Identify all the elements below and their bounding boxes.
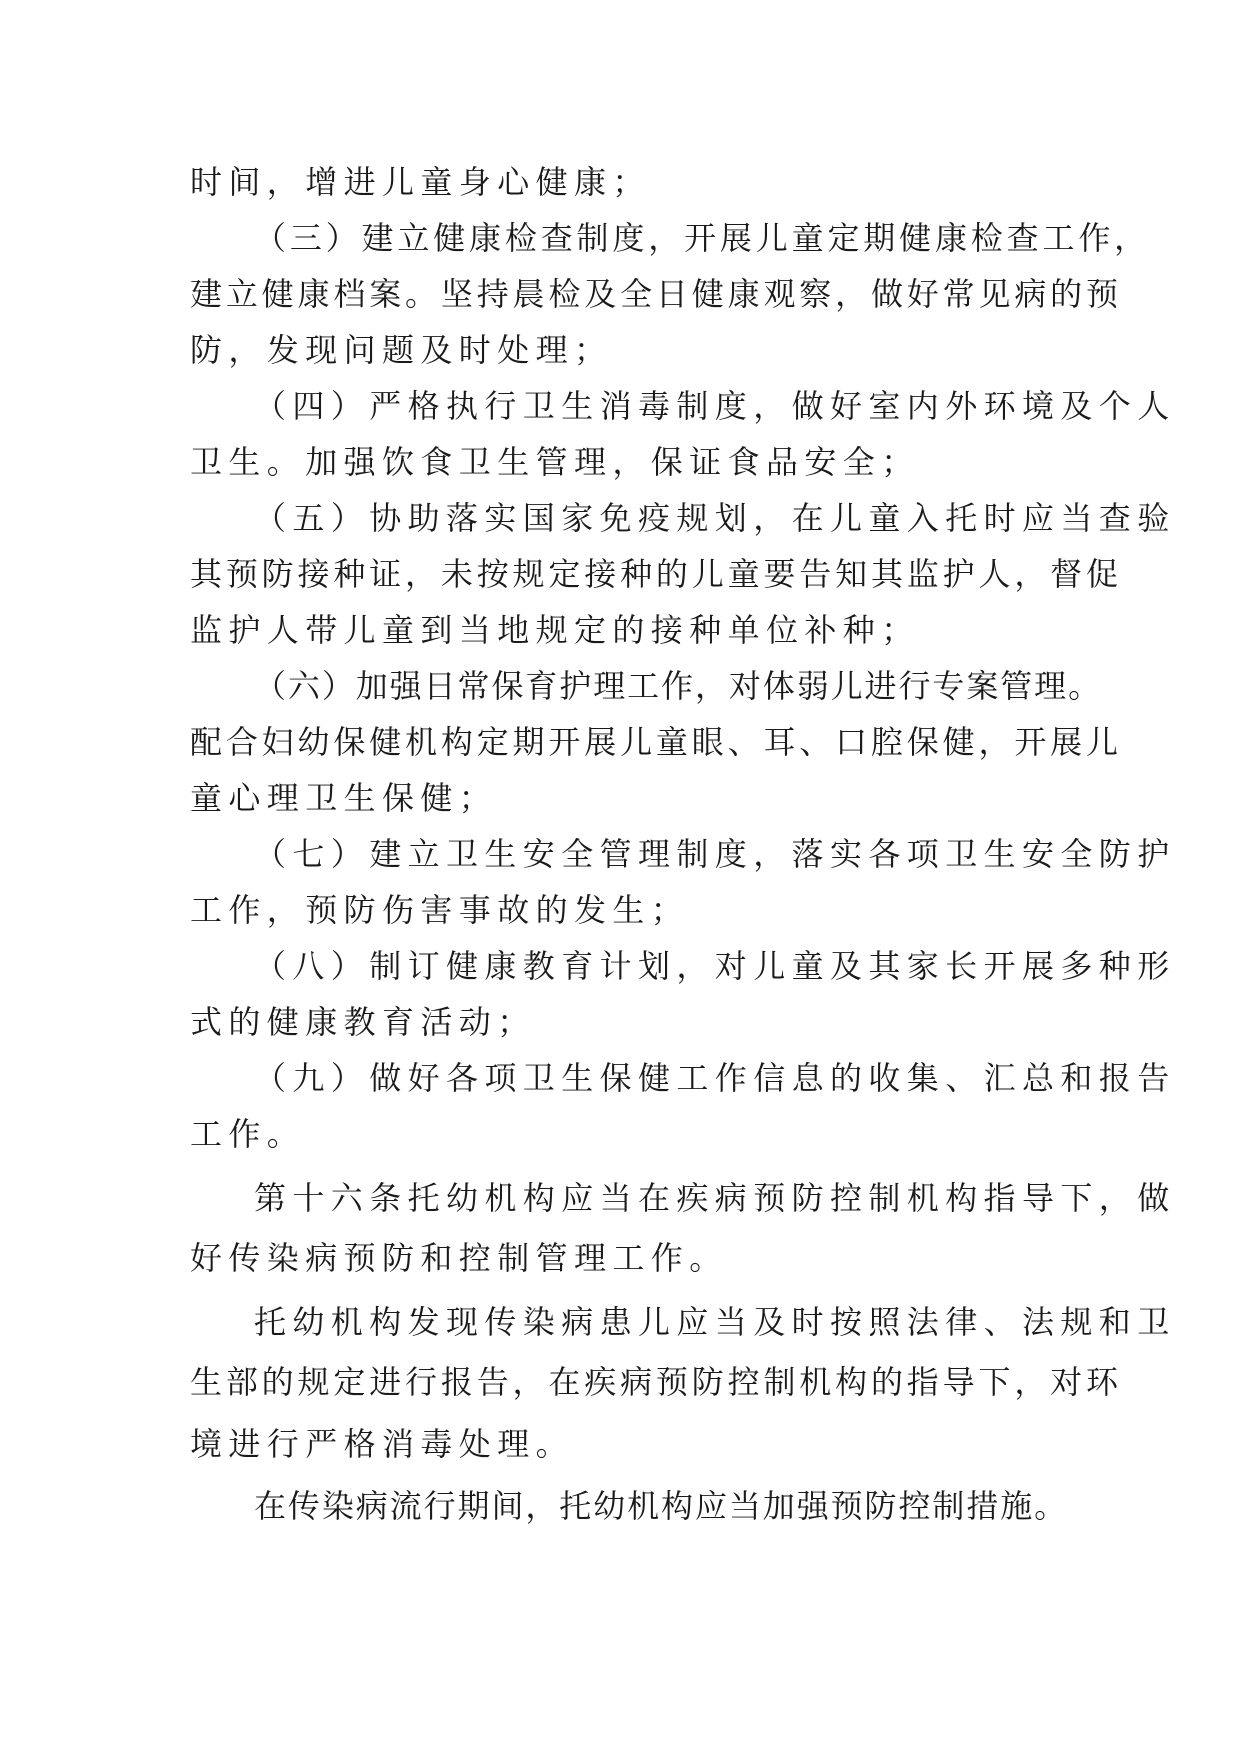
- text-line: （七）建立卫生安全管理制度，落实各项卫生安全防护: [254, 835, 1176, 873]
- text-line: 监护人带儿童到当地规定的接种单位补种；: [190, 611, 920, 649]
- text-line: （五）协助落实国家免疫规划，在儿童入托时应当查验: [254, 499, 1176, 537]
- text-line: 配合妇幼保健机构定期开展儿童眼、耳、口腔保健，开展儿: [190, 723, 1122, 761]
- text-line: （四）严格执行卫生消毒制度，做好室内外环境及个人: [254, 387, 1176, 425]
- text-line: 第十六条托幼机构应当在疾病预防控制机构指导下，做: [254, 1179, 1176, 1217]
- text-line: 建立健康档案。坚持晨检及全日健康观察，做好常见病的预: [190, 275, 1122, 313]
- text-line: 卫生。加强饮食卫生管理，保证食品安全；: [190, 443, 920, 481]
- text-line: 境进行严格消毒处理。: [190, 1425, 575, 1463]
- text-line: 童心理卫生保健；: [190, 779, 498, 817]
- text-line: 工作。: [190, 1115, 306, 1153]
- text-line: （三）建立健康检查制度，开展儿童定期健康检查工作，: [254, 219, 1151, 257]
- text-line: （六）加强日常保育护理工作，对体弱儿进行专案管理。: [254, 667, 1103, 705]
- text-line: 托幼机构发现传染病患儿应当及时按照法律、法规和卫: [254, 1303, 1176, 1341]
- text-line: （九）做好各项卫生保健工作信息的收集、汇总和报告: [254, 1059, 1176, 1097]
- text-line: 工作，预防伤害事故的发生；: [190, 891, 690, 929]
- text-line: 生部的规定进行报告，在疾病预防控制机构的指导下，对环: [190, 1363, 1122, 1401]
- text-line: 式的健康教育活动；: [190, 1003, 536, 1041]
- text-line: 好传染病预防和控制管理工作。: [190, 1239, 728, 1277]
- text-line: 在传染病流行期间，托幼机构应当加强预防控制措施。: [254, 1487, 1069, 1525]
- text-line: 其预防接种证，未按规定接种的儿童要告知其监护人，督促: [190, 555, 1122, 593]
- text-line: 时间，增进儿童身心健康；: [190, 163, 651, 201]
- text-line: （八）制订健康教育计划，对儿童及其家长开展多种形: [254, 947, 1176, 985]
- text-line: 防，发现问题及时处理；: [190, 331, 613, 369]
